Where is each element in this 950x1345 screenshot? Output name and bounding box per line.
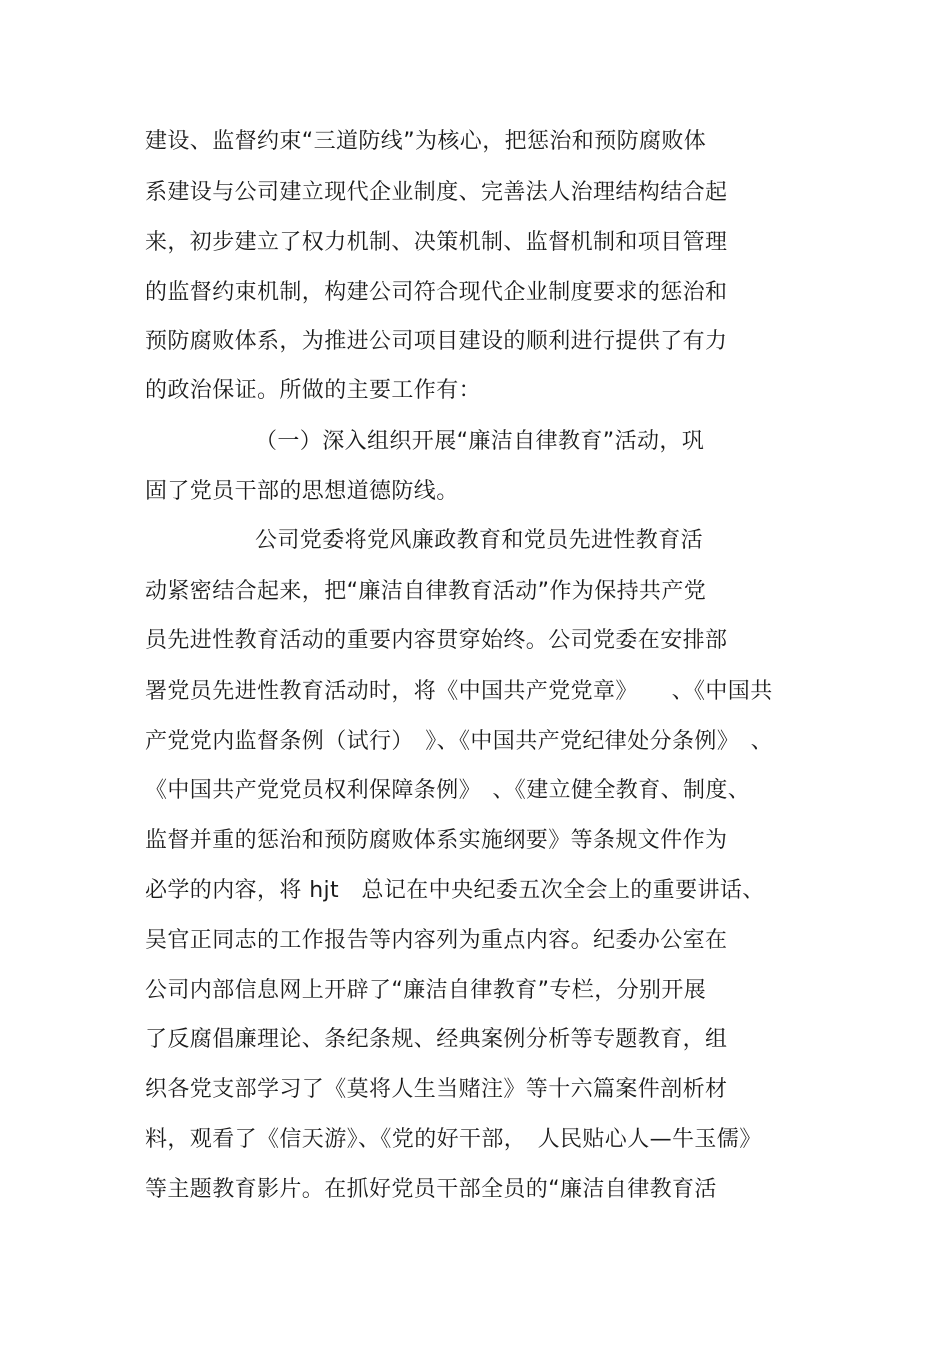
text-line: 系建设与公司建立现代企业制度、完善法人治理结构结合起 xyxy=(145,180,728,205)
text-line: 的监督约束机制，构建公司符合现代企业制度要求的惩治和 xyxy=(145,280,728,305)
text-line: 了反腐倡廉理论、条纪条规、经典案例分析等专题教育，组 xyxy=(145,1027,728,1052)
text-line: 预防腐败体系，为推进公司项目建设的顺利进行提供了有力 xyxy=(145,329,728,354)
text-line: 织各党支部学习了《莫将人生当赌注》等十六篇案件剖析材 xyxy=(145,1077,728,1102)
paragraph-start: 公司党委将党风廉政教育和党员先进性教育活 xyxy=(255,528,704,553)
text-line: 产党党内监督条例（试行） 》、《中国共产党纪律处分条例》 、 xyxy=(145,729,774,754)
text-line: 料，观看了《信天游》、《党的好干部， 人民贴心人—牛玉儒》 xyxy=(145,1127,762,1152)
text-line: 署党员先进性教育活动时，将《中国共产党党章》 、《中国共 xyxy=(145,679,773,704)
text-line: 《中国共产党党员权利保障条例》 、《建立健全教育、制度、 xyxy=(145,778,751,803)
text-line: 员先进性教育活动的重要内容贯穿始终。公司党委在安排部 xyxy=(145,628,728,653)
text-line: 等主题教育影片。在抓好党员干部全员的“廉洁自律教育活 xyxy=(145,1177,717,1202)
text-line: 监督并重的惩治和预防腐败体系实施纲要》等条规文件作为 xyxy=(145,828,728,853)
section-heading: （一）深入组织开展“廉洁自律教育”活动，巩 xyxy=(255,429,705,454)
text-line: 动紧密结合起来，把“廉洁自律教育活动”作为保持共产党 xyxy=(145,579,707,604)
section-heading-continued: 固了党员干部的思想道德防线。 xyxy=(145,479,459,504)
text-line: 的政治保证。所做的主要工作有： xyxy=(145,378,482,403)
text-line: 来，初步建立了权力机制、决策机制、监督机制和项目管理 xyxy=(145,230,728,255)
text-line: 公司内部信息网上开辟了“廉洁自律教育”专栏，分别开展 xyxy=(145,978,707,1003)
text-line: 必学的内容，将 hjt 总记在中央纪委五次全会上的重要讲话、 xyxy=(145,878,765,903)
text-line: 吴官正同志的工作报告等内容列为重点内容。纪委办公室在 xyxy=(145,928,728,953)
text-line: 建设、监督约束“三道防线”为核心，把惩治和预防腐败体 xyxy=(145,129,707,154)
